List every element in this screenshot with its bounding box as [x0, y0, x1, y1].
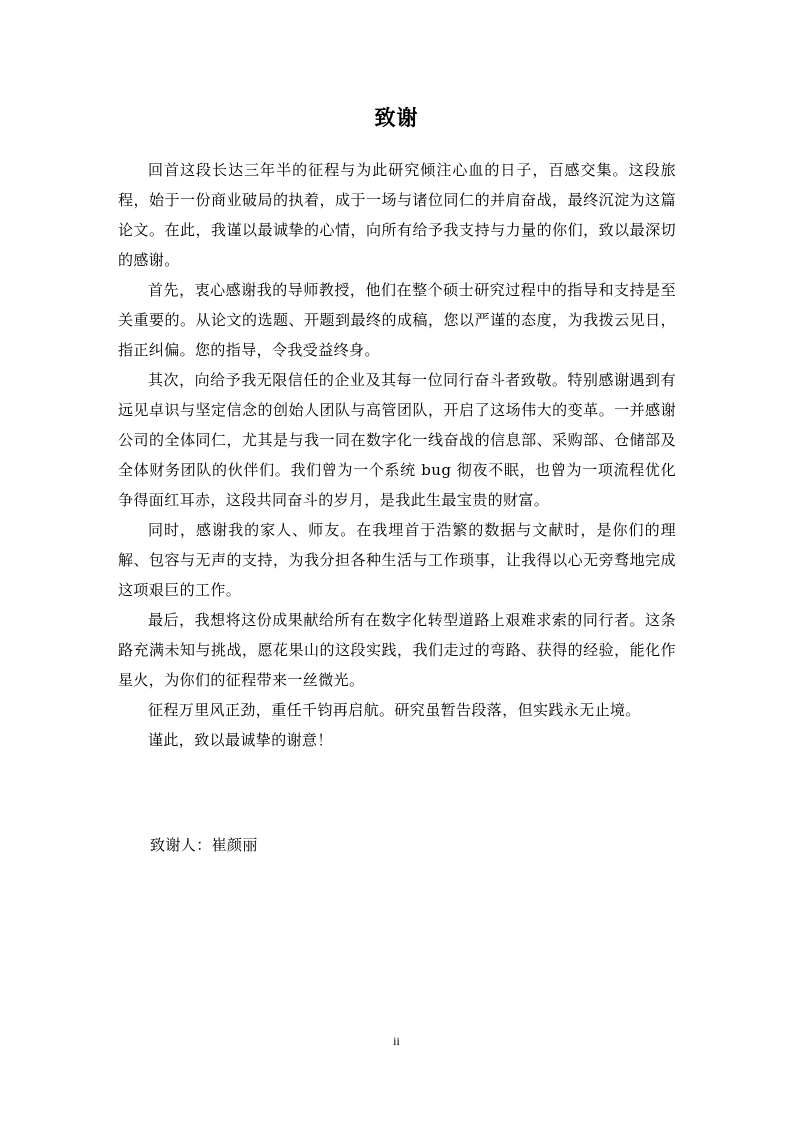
paragraph-company-thanks: 其次，向给予我无限信任的企业及其每一位同行奋斗者致敬。特别感谢遇到有远见卓识与坚定信念的创始人团队与高管团队，开启了这场伟大的变革。一并感谢公司的全体同仁，尤其是与我一同在数字化一线奋战的信息部、采购部、仓储部及全体财务团队的伙伴们。我们曾为一个系统 bug 彻夜不眠，也曾为一项流程优化争得面红耳赤，这段共同奋斗的岁月，是我此生最宝贵的财富。: [118, 371, 676, 509]
paragraph-closing-line: 征程万里风正劲，重任千钧再启航。研究虽暂告段落，但实践永无止境。: [148, 701, 641, 719]
paragraph-intro: 回首这段长达三年半的征程与为此研究倾注心血的日子，百感交集。这段旅程，始于一份商业破局的执着，成于一场与诸位同仁的并肩奋战，最终沉淀为这篇论文。在此，我谨以最诚挚的心情，向所有给予我支持与力量的你们，致以最深切的感谢。: [118, 161, 676, 269]
paragraph-final-thanks: 谨此，致以最诚挚的谢意！: [148, 731, 333, 749]
signature-line: 致谢人：崔颜丽: [150, 836, 258, 854]
paragraph-advisor-thanks: 首先，衷心感谢我的导师教授，他们在整个硕士研究过程中的指导和支持是至关重要的。从论文的选题、开题到最终的成稿，您以严谨的态度，为我拨云见日，指正纠偏。您的指导，令我受益终身。: [118, 281, 676, 359]
document-body: [118, 155, 676, 755]
page-number: ii: [393, 1034, 400, 1048]
paragraph-dedication: 最后，我想将这份成果献给所有在数字化转型道路上艰难求索的同行者。这条路充满未知与挑战，愿花果山的这段实践，我们走过的弯路、获得的经验，能化作星火，为你们的征程带来一丝微光。: [118, 611, 676, 689]
page-title: 致谢: [374, 106, 419, 130]
paragraph-family-thanks: 同时，感谢我的家人、师友。在我埋首于浩繁的数据与文献时，是你们的理解、包容与无声的支持，为我分担各种生活与工作琐事，让我得以心无旁骛地完成这项艰巨的工作。: [118, 521, 676, 599]
